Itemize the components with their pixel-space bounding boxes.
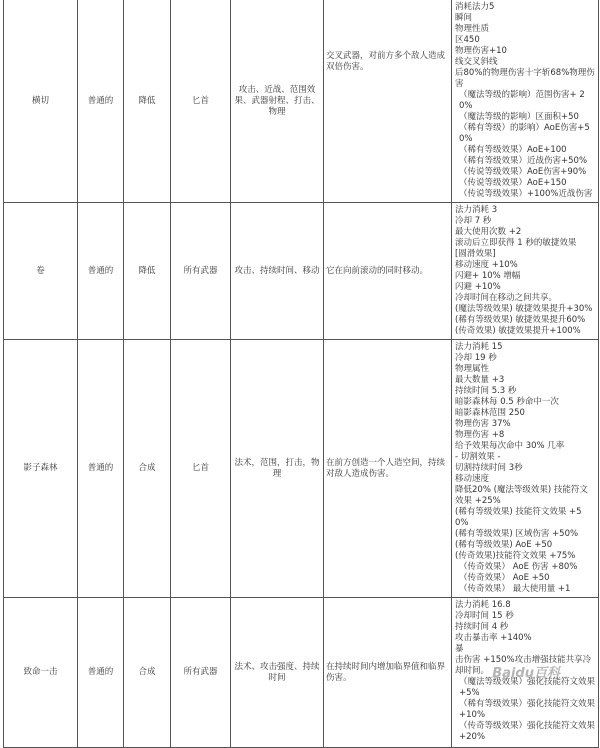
detail-line: (稀有等级效果) 敏捷效果提升60% — [455, 315, 586, 325]
watermark-logo: Baidu百科 — [492, 666, 560, 681]
rarity-cell: 普通的 — [78, 598, 124, 748]
table-row — [4, 340, 599, 598]
detail-line: 闪避 +10% — [455, 282, 501, 292]
detail-line: 冷却 19 秒 — [455, 353, 497, 363]
detail-line: 物理伤害+10 — [455, 46, 507, 56]
detail-line: （稀有等级效果）AoE+100 — [459, 145, 567, 155]
detail-line: 物理伤害 +8 — [455, 430, 505, 440]
detail-line: (传奇效果)技能符文效果 +75% — [455, 551, 576, 561]
detail-line: （稀有等级）的影响）AoE伤害+50% — [459, 123, 590, 144]
weapon-cell: 匕首 — [171, 340, 231, 598]
description-cell: 在前方创造一个人造空间，持续对敌人造成伤害。 — [324, 340, 452, 598]
detail-line: 攻击暴击率 +140% — [455, 633, 532, 643]
weapon-cell: 所有武器 — [171, 598, 231, 748]
detail-line: 法力消耗 3 — [455, 205, 498, 215]
detail-line: （传奇等级效果）强化技能符文效果 +20% — [459, 721, 596, 742]
detail-line: (传奇效果) 敏捷效果提升+100% — [455, 326, 581, 336]
skill-name-cell: 卷 — [4, 203, 78, 340]
weapon-cell: 所有武器 — [171, 203, 231, 340]
type-cell: 降低 — [124, 203, 171, 340]
detail-line: (魔法等级效果) 敏捷效果提升+30% — [455, 304, 593, 314]
details-cell — [452, 0, 599, 203]
detail-line: 区450 — [455, 35, 480, 45]
detail-line: (稀有等级效果) AoE +50 — [455, 540, 553, 550]
tags-cell: 法术、攻击强度、持续时间 — [231, 598, 324, 748]
detail-line: 闪避+ 10% 增幅 — [455, 271, 521, 281]
detail-line: （传说等级效果）AoE伤害+90% — [459, 167, 587, 177]
type-cell: 降低 — [124, 0, 171, 203]
detail-line: 给予效果每次命中 30% 几率 — [455, 441, 565, 451]
rarity-cell: 普通的 — [78, 203, 124, 340]
type-cell: 合成 — [124, 340, 171, 598]
details-cell — [452, 340, 599, 598]
detail-line: 暗影森林范围 250 — [455, 408, 525, 418]
skill-name-cell: 横切 — [4, 0, 78, 203]
detail-line: 消耗法力5 — [455, 2, 495, 12]
detail-line: （传说等级效果）+100%近战伤害 — [459, 189, 593, 199]
detail-line: （传奇效果） 最大使用量 +1 — [459, 584, 571, 594]
detail-line: 最大数量 +3 — [455, 375, 505, 385]
description-cell: 交叉武器，对前方多个敌人造成双倍伤害。 — [324, 0, 452, 203]
detail-line: 暴 — [455, 644, 464, 654]
detail-line: 物理伤害 37% — [455, 419, 511, 429]
type-cell: 合成 — [124, 598, 171, 748]
detail-line: - 切割效果 - — [455, 452, 501, 462]
detail-line: 持续时间 4 秒 — [455, 622, 509, 632]
detail-line: 冷却时间在移动之间共享。 — [455, 293, 558, 303]
detail-line: （魔法等级的影响）范围伤害+ 20% — [459, 90, 585, 111]
detail-line: (稀有等级效果) 区域伤害 +50% — [455, 529, 579, 539]
detail-line: （传奇效果） AoE 伤害 +80% — [459, 562, 578, 572]
weapon-cell: 匕首 — [171, 0, 231, 203]
detail-line: 降低20% (魔法等级效果) 技能符文效果 +25% — [455, 485, 588, 506]
detail-line: 暗影森林每 0.5 秒命中一次 — [455, 397, 559, 407]
detail-line: （稀有等级效果）近战伤害+50% — [459, 156, 588, 166]
detail-line: （魔法等级的影响）区面积+50 — [459, 112, 579, 122]
detail-line: 法力消耗 16.8 — [455, 600, 511, 610]
description-cell: 在持续时间内增加临界值和临界伤害。 — [324, 598, 452, 748]
table-row — [4, 0, 599, 203]
detail-line: 线交叉斜线 — [455, 57, 498, 67]
detail-line: 移动速度 — [455, 474, 490, 484]
tags-cell: 攻击、近战、范围效果、武器射程、打击、物理 — [231, 0, 324, 203]
detail-line: 冷却时间 15 秒 — [455, 611, 514, 621]
skills-table — [3, 0, 599, 748]
tags-cell: 攻击、持续时间、移动 — [231, 203, 324, 340]
description-cell: 它在向前滚动的同时移动。 — [324, 203, 452, 340]
skill-name-cell: 影子森林 — [4, 340, 78, 598]
detail-line: 击伤害 +150%攻击增强技能共享冷却时间。 — [455, 655, 592, 676]
tags-cell: 法术，范围，打击，物理 — [231, 340, 324, 598]
detail-line: 后80%的物理伤害十字斩68%物理伤害 — [455, 68, 595, 89]
rarity-cell: 普通的 — [78, 340, 124, 598]
detail-line: 切割持续时间 3秒 — [455, 463, 523, 473]
detail-line: （传说等级效果）AoE+150 — [459, 178, 567, 188]
detail-line: 法力消耗 15 — [455, 342, 503, 352]
detail-line: 最大使用次数 +2 — [455, 227, 522, 237]
detail-line: 持续时间 5.3 秒 — [455, 386, 517, 396]
detail-line: (稀有等级效果) 技能符文效果 +50% — [455, 507, 582, 528]
detail-line: 物理属性 — [455, 364, 490, 374]
detail-line: 物理性质 — [455, 24, 490, 34]
detail-line: [圆滑效果] — [455, 249, 496, 259]
table-row — [4, 203, 599, 340]
details-cell — [452, 203, 599, 340]
detail-line: 冷却 7 秒 — [455, 216, 492, 226]
detail-line: 移动速度 +10% — [455, 260, 518, 270]
detail-line: 滚动后立即获得 1 秒的敏捷效果 — [455, 238, 577, 248]
detail-line: （魔法等级效果）强化技能符文效果 +5% — [459, 677, 596, 698]
rarity-cell: 普通的 — [78, 0, 124, 203]
detail-line: （传奇效果） AoE +50 — [459, 573, 550, 583]
detail-line: 瞬间 — [455, 13, 473, 23]
skill-name-cell: 致命一击 — [4, 598, 78, 748]
detail-line: （稀有等级效果）强化技能符文效果 +10% — [459, 699, 596, 720]
